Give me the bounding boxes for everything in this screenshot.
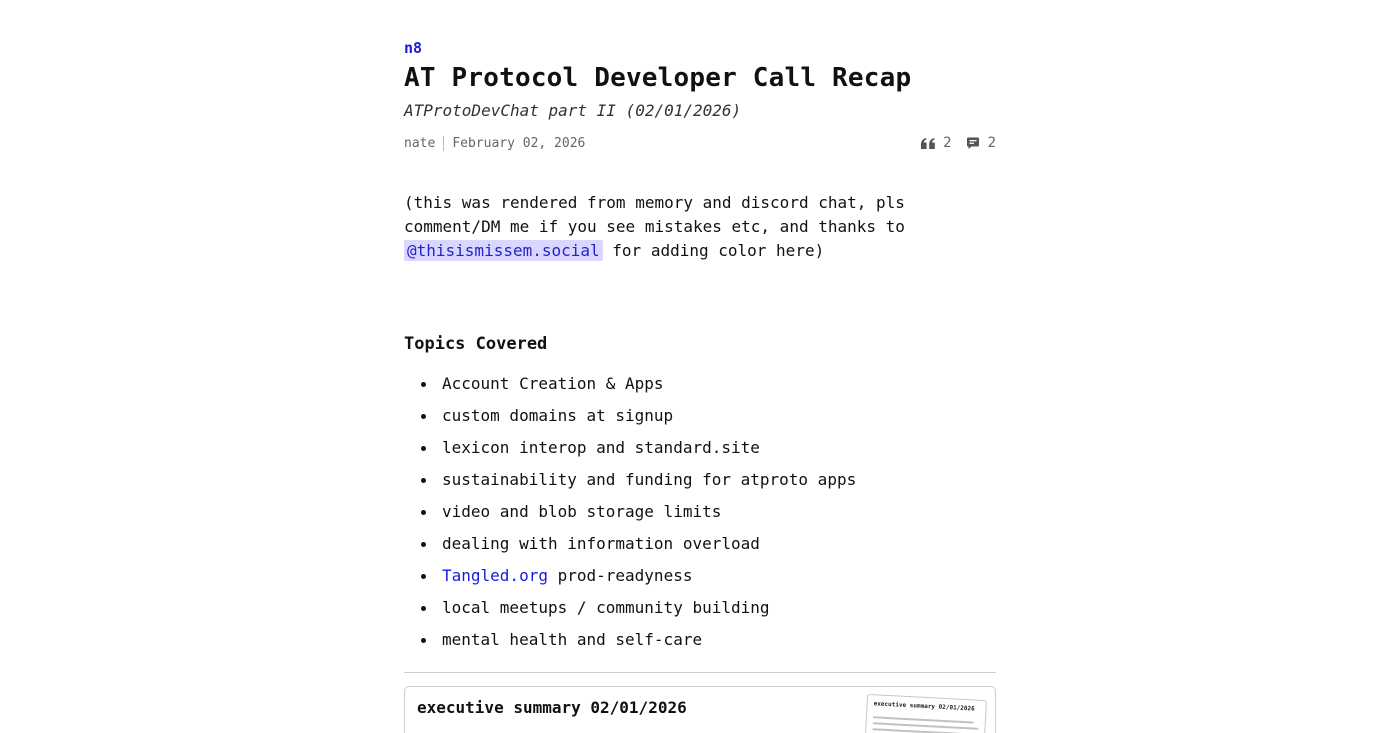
quote-icon xyxy=(921,138,935,149)
list-item: sustainability and funding for atproto apps xyxy=(404,464,996,496)
list-item-text: prod-readyness xyxy=(547,566,693,585)
list-item: mental health and self-care xyxy=(404,624,996,656)
quotes-button[interactable] xyxy=(921,135,951,151)
list-item: dealing with information overload xyxy=(404,528,996,560)
embed-thumbnail xyxy=(863,694,987,733)
intro-text-end: for adding color here) xyxy=(602,241,825,260)
comment-icon xyxy=(966,137,980,150)
publication-link[interactable]: n8 xyxy=(404,39,423,57)
byline-divider xyxy=(443,136,444,151)
intro-text-start: (this was rendered from memory and discord chat, pls comment/DM me if you see mistakes etc, and thanks to xyxy=(404,193,905,236)
intro-paragraph xyxy=(404,191,996,263)
quotes-count: 2 xyxy=(943,135,952,151)
post-meta xyxy=(404,133,996,153)
divider xyxy=(404,672,996,673)
list-item: video and blob storage limits xyxy=(404,496,996,528)
thumbnail-text-line xyxy=(872,728,969,733)
mention-link[interactable]: @thisismissem.social xyxy=(404,240,603,261)
embed-card[interactable] xyxy=(404,686,996,733)
post-date: February 02, 2026 xyxy=(452,135,586,151)
author-name[interactable]: nate xyxy=(404,135,436,151)
list-item: custom domains at signup xyxy=(404,400,996,432)
comments-count: 2 xyxy=(987,135,996,151)
tangled-link[interactable]: Tangled.org xyxy=(442,566,548,585)
embed-title: executive summary 02/01/2026 xyxy=(417,698,687,717)
byline xyxy=(404,136,585,151)
list-item: Account Creation & Apps xyxy=(404,368,996,400)
post-stats xyxy=(921,135,996,151)
list-item: lexicon interop and standard.site xyxy=(404,432,996,464)
list-item xyxy=(404,560,996,592)
topics-list xyxy=(404,368,996,656)
post-subtitle: ATProtoDevChat part II (02/01/2026) xyxy=(404,101,742,120)
comments-button[interactable] xyxy=(966,135,996,151)
post-title: AT Protocol Developer Call Recap xyxy=(404,63,912,93)
post-column xyxy=(404,38,996,733)
topics-heading: Topics Covered xyxy=(404,334,548,354)
thumbnail-title: executive summary 02/01/2026 xyxy=(873,700,975,713)
list-item: local meetups / community building xyxy=(404,592,996,624)
